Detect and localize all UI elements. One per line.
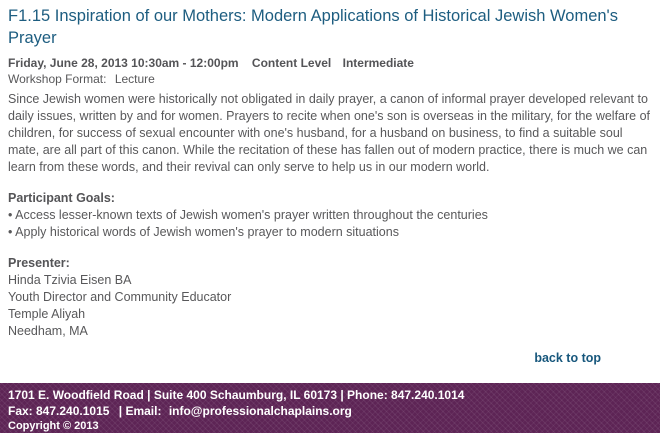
session-description: Since Jewish women were historically not obligated in daily prayer, a canon of informal prayer developed relevant to daily issues, written by and for women. Prayers to recite when one's son is overseas in the military, for the welfare of children, for success of sexual encounter with one's husband, for a husband on business, to find a suitable soul mate, are all part of this canon. While the recitation of these has fallen out of modern practice, there is much we can learn from these words, and their revival can only serve to help us in our modern world. [8,92,651,174]
presenter-section [8,255,648,340]
content-level-value: Intermediate [342,56,414,70]
footer-email-label: | Email: [118,403,162,418]
page-footer [0,383,660,433]
workshop-format-line [8,72,648,87]
goal-item: • Apply historical words of Jewish women's prayer to modern situations [8,225,399,239]
footer-fax: Fax: 847.240.1015 [8,403,110,418]
back-to-top-link[interactable]: back to top [534,351,601,365]
presenter-organization: Temple Aliyah [8,307,86,321]
presenter-name: Hinda Tzivia Eisen BA [8,273,132,287]
session-datetime: Friday, June 28, 2013 10:30am - 12:00pm [8,56,239,70]
presenter-job-title: Youth Director and Community Educator [8,290,232,304]
session-meta-line [8,56,648,71]
participant-goals-heading: Participant Goals: [8,191,115,205]
footer-contact-line [8,404,652,420]
content-level-label: Content Level [251,56,332,70]
presenter-heading: Presenter: [8,256,70,270]
workshop-format-value: Lecture [114,72,155,86]
footer-address-line: 1701 E. Woodfield Road | Suite 400 Schaumburg, IL 60173 | Phone: 847.240.1014 [8,388,465,402]
workshop-format-label: Workshop Format: [8,72,107,86]
goal-item: • Access lesser-known texts of Jewish women's prayer written throughout the centuries [8,208,488,222]
presenter-location: Needham, MA [8,324,88,338]
footer-copyright: Copyright © 2013 [8,420,99,432]
back-to-top-row [8,349,648,367]
footer-email-link[interactable]: info@professionalchaplains.org [168,403,352,418]
session-title: F1.15 Inspiration of our Mothers: Modern Applications of Historical Jewish Women's Prayer [8,7,618,47]
participant-goals-section [8,190,648,241]
